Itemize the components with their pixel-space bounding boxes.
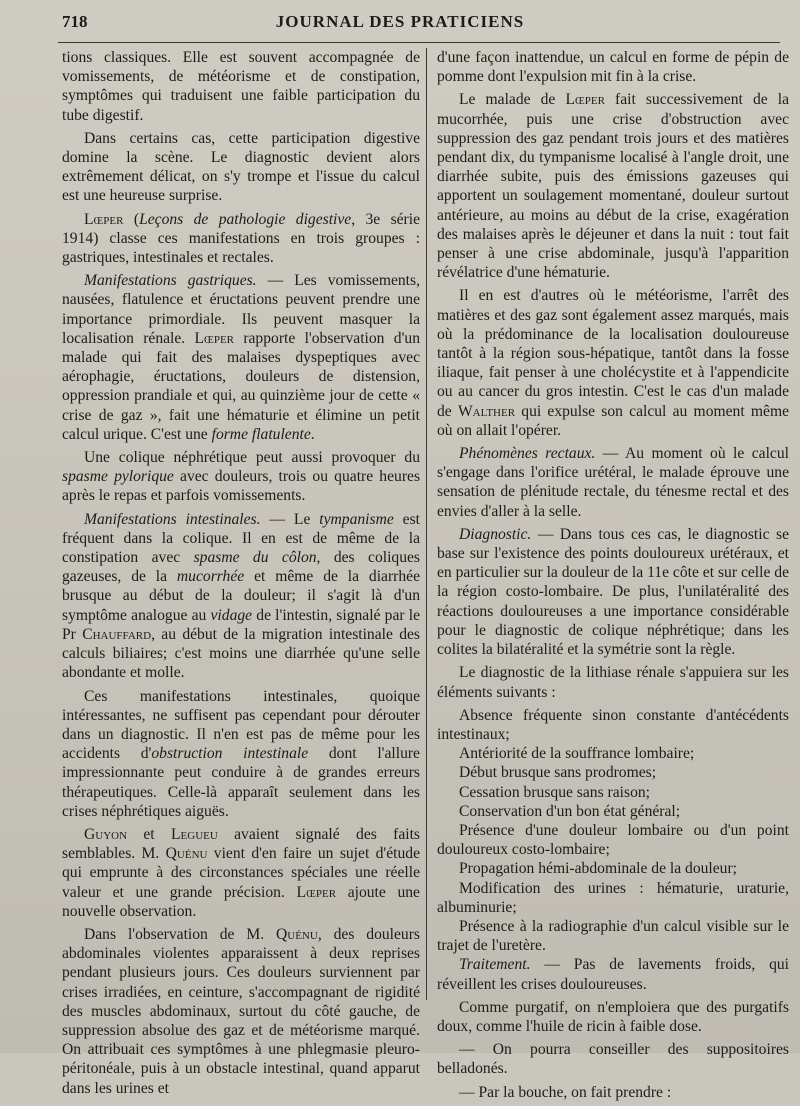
paragraph: Dans l'observation de M. Quénu, des douleurs abdominales violentes apparaissent à deux reprises pendant plusieurs jours. Ces douleurs surviennent par crises irradiées, en ceinture, s'accompagnant de rigidité des muscles abdominaux, surtout du côté gauche, de suppression absolue des gaz et de météorisme marqué. On attribuait ces symptômes à une phlegmasie pleuro-péritonéale, puis à un obstacle intestinal, quand apparut dans les urines et	[62, 925, 420, 1097]
list-item: Présence d'une douleur lombaire ou d'un point douloureux costo-lombaire;	[437, 821, 789, 859]
author-name: Quénu	[276, 925, 318, 943]
paragraph: — On pourra conseiller des suppositoires belladonés.	[437, 1041, 789, 1078]
header-rule	[58, 42, 780, 43]
list-item: Cessation brusque sans raison;	[459, 783, 651, 801]
author-name: Lœper	[84, 210, 124, 228]
list-item: Propagation hémi-abdominale de la douleur;	[459, 860, 738, 878]
book-title: Leçons de pathologie digestive	[139, 210, 352, 228]
list-item: Présence à la radiographie d'un calcul visible sur le trajet de l'uretère.	[437, 917, 789, 955]
paragraph: Diagnostic. — Dans tous ces cas, le diagnostic se base sur l'existence des points douloureux urétéraux, et en particulier sur la douleur de la 11e côte et sur celle de la région costo-lombaire. De plus, l'unilatéralité des réactions douloureuses a une importance considérable pour le diagnostic de colique néphrétique; dans les colites la bilatéralité et la symétrie sont la règle.	[437, 525, 789, 659]
section-title: Phénomènes rectaux.	[459, 445, 596, 463]
list-item: Antériorité de la souffrance lombaire;	[459, 745, 695, 763]
section-title: Manifestations gastriques.	[84, 272, 257, 290]
left-column	[62, 48, 420, 1102]
author-name: Lœper	[565, 91, 605, 109]
paragraph: Guyon et Legueu avaient signalé des faits semblables. M. Quénu vient d'en faire un sujet d'étude qui emprunte à des circonstances spéciales une réelle valeur et une grande précision. Lœper ajoute une nouvelle observation.	[62, 825, 420, 920]
right-column	[437, 48, 789, 1106]
author-name: Quénu	[165, 845, 208, 863]
paragraph: Manifestations gastriques. — Les vomissements, nausées, flatulence et éructations peuvent prendre une importance primordiale. Ils peuvent masquer la localisation rénale. Lœper rapporte l'observation d'un malade qui fait des malaises dyspeptiques avec aérophagie, éructations, douleurs de distension, oppression prandiale et qui, au quinzième jour de cette « crise de gaz », fait une hématurie et élimine un petit calcul urique. C'est une forme flatulente.	[62, 272, 420, 443]
page-header	[0, 12, 800, 36]
paragraph: — Par la bouche, on fait prendre :	[459, 1083, 672, 1101]
journal-title: JOURNAL DES PRATICIENS	[275, 12, 525, 31]
paragraph: Dans certains cas, cette participation digestive domine la scène. Le diagnostic devient alors extrêmement délicat, on s'y trompe et l'issue du calcul est une heureuse surprise.	[62, 129, 420, 205]
paragraph: Phénomènes rectaux. — Au moment où le calcul s'engage dans l'orifice urétéral, le malade éprouve une sensation de plénitude rectale, du ténesme rectal et des envies d'aller à la selle.	[437, 445, 789, 520]
author-name: Legueu	[171, 825, 218, 843]
paragraph: d'une façon inattendue, un calcul en forme de pépin de pomme dont l'expulsion mit fin à la crise.	[437, 49, 789, 86]
page-number: 718	[62, 12, 88, 31]
paragraph: Traitement. — Pas de lavements froids, qui réveillent les crises douloureuses.	[437, 956, 789, 993]
paragraph: Manifestations intestinales. — Le tympanisme est fréquent dans la colique. Il en est de même de la constipation avec spasme du côlon, des coliques gazeuses, de la mucorrhée et même de la diarrhée brusque au début de la douleur; il s'agit là d'un symptôme analogue au vidage de l'intestin, signalé par le Pr Chauffard, au début de la migration intestinale des calculs biliaires; c'est moins une diarrhée qu'une selle abondante et molle.	[62, 510, 421, 682]
list-item: Début brusque sans prodromes;	[459, 764, 657, 782]
paragraph: Le malade de Lœper fait successivement de la mucorrhée, puis une crise d'obstruction avec suppression des gaz pendant trois jours et des matières pendant dix, du tympanisme localisé à l'angle droit, une diarrhée subite, puis des émissions gazeuses qui apportent un soulagement momentané, douleur surtout antérieure, au moins au début de la crise, exagération des malaises après le déjeuner et dans la nuit : tout fait penser à une crise abdominale, jusqu'à l'apparition révélatrice d'une hématurie.	[437, 91, 789, 282]
column-divider	[426, 48, 427, 1000]
author-name: Chauffard	[82, 625, 152, 643]
author-name: Walther	[457, 402, 516, 420]
list-item: Conservation d'un bon état général;	[459, 802, 681, 820]
section-title: Diagnostic.	[459, 525, 532, 543]
paragraph: Comme purgatif, on n'emploiera que des purgatifs doux, comme l'huile de ricin à faible dose.	[437, 998, 789, 1035]
section-title: Traitement.	[459, 956, 531, 974]
paragraph: tions classiques. Elle est souvent accompagnée de vomissements, de météorisme et de constipation, symptômes qui traduisent une faible participation du tube digestif.	[62, 49, 420, 124]
paragraph: Le diagnostic de la lithiase rénale s'appuiera sur les éléments suivants :	[437, 664, 789, 701]
list-item: Modification des urines : hématurie, uraturie, albuminurie;	[437, 879, 789, 916]
paragraph: Ces manifestations intestinales, quoique intéressantes, ne suffisent pas cependant pour dérouter dans un diagnostic. Il n'en est pas de même pour les accidents d'obstruction intestinale dont l'allure impressionnante peut conduire à de grandes erreurs thérapeutiques. Celle-là apparaît seulement dans les crises néphrétiques aiguës.	[62, 687, 420, 820]
author-name: Lœper	[194, 329, 234, 347]
paragraph: Il en est d'autres où le météorisme, l'arrêt des matières et des gaz sont également assez marqués, mais où la prédominance de la localisation douloureuse tantôt à la région sous-hépatique, tantôt dans la fosse iliaque, fait penser à une cholécystite et à l'appendicite ou au cancer du gros intestin. C'est le cas d'un malade de Walther qui expulse son calcul au moment même où on allait l'opérer.	[437, 287, 789, 439]
section-title: Manifestations intestinales.	[84, 510, 261, 528]
list-item: Absence fréquente sinon constante d'antécédents intestinaux;	[437, 706, 789, 743]
author-name: Guyon	[84, 825, 128, 843]
paragraph: Une colique néphrétique peut aussi provoquer du spasme pylorique avec douleurs, trois ou quatre heures après le repas et parfois vomissements.	[62, 449, 421, 505]
paragraph: Lœper (Leçons de pathologie digestive, 3e série 1914) classe ces manifestations en trois groupes : gastriques, intestinales et rectales.	[62, 210, 421, 267]
author-name: Lœper	[296, 883, 337, 901]
